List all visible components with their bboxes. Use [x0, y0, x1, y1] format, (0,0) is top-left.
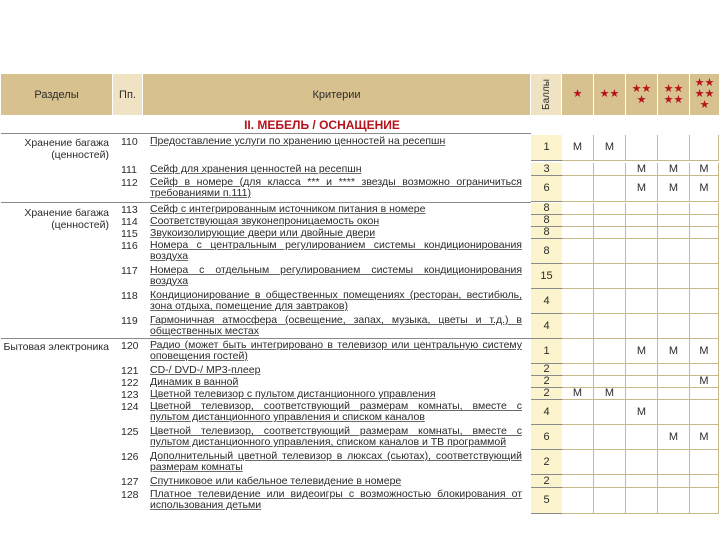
row-criterion-text: Соответствующая звуконепроницаемость окон [150, 215, 380, 227]
header-sections-label: Разделы [34, 88, 79, 101]
table-row [1, 314, 719, 339]
row-points: 1 [531, 339, 562, 364]
row-number: 126 [121, 451, 139, 463]
row-criterion [148, 376, 526, 388]
row-mark-2 [594, 475, 626, 488]
row-mark-2 [594, 488, 626, 514]
row-mark-5: M [690, 376, 719, 388]
row-points: 8 [531, 203, 562, 215]
row-points: 8 [531, 239, 562, 264]
row-mark-4 [658, 376, 690, 388]
header-3-star [626, 74, 658, 115]
row-criterion-text: Номера с центральным регулированием системы кондиционирования воздуха [150, 239, 522, 262]
table-row [1, 227, 719, 239]
row-mark-3 [626, 376, 658, 388]
row-points: 4 [531, 314, 562, 339]
row-criterion [148, 163, 526, 176]
row-points: 2 [531, 450, 562, 475]
row-mark-1 [562, 227, 594, 239]
row-criterion-text: Цветной телевизор с пультом дистанционного управления [150, 388, 436, 400]
row-number: 125 [121, 426, 139, 438]
row-mark-4 [658, 314, 690, 339]
row-points: 2 [531, 376, 562, 388]
row-mark-2 [594, 227, 626, 239]
row-mark-1 [562, 339, 594, 364]
row-mark-2 [594, 339, 626, 364]
row-number: 116 [121, 240, 138, 252]
table-row [1, 400, 719, 425]
row-mark-5 [690, 450, 719, 475]
row-mark-3: M [626, 163, 658, 176]
table-row [1, 450, 719, 475]
row-number: 122 [121, 377, 139, 389]
row-mark-4 [658, 239, 690, 264]
row-criterion [148, 135, 526, 161]
row-mark-5 [690, 475, 719, 488]
row-mark-5 [690, 215, 719, 227]
row-points: 15 [531, 264, 562, 289]
row-mark-4 [658, 450, 690, 475]
row-mark-5 [690, 314, 719, 339]
row-mark-2 [594, 400, 626, 425]
row-points: 8 [531, 227, 562, 239]
row-mark-4: M [658, 176, 690, 202]
row-number: 119 [121, 315, 138, 327]
row-mark-4: M [658, 163, 690, 176]
row-mark-2 [594, 163, 626, 176]
row-mark-3 [626, 450, 658, 475]
row-mark-2 [594, 289, 626, 314]
row-mark-3 [626, 203, 658, 215]
row-mark-4 [658, 264, 690, 289]
row-criterion [148, 339, 526, 364]
row-criterion [148, 364, 526, 376]
row-mark-4: M [658, 339, 690, 364]
row-criterion-text: Гармоничная атмосфера (освещение, запах, музыка, цветы и т.д.) в общественных местах [150, 314, 522, 337]
row-criterion [148, 475, 526, 488]
row-mark-2 [594, 425, 626, 450]
row-criterion [148, 450, 526, 475]
row-mark-2 [594, 176, 626, 202]
row-points: 2 [531, 475, 562, 488]
table-row [1, 289, 719, 314]
row-points: 5 [531, 488, 562, 514]
row-mark-5 [690, 400, 719, 425]
row-mark-5: M [690, 163, 719, 176]
row-criterion-text: Дополнительный цветной телевизор в люксах (сьютах), соответствующий размерам комнаты [150, 450, 522, 473]
row-mark-5 [690, 388, 719, 400]
row-criterion-text: Сейф для хранения ценностей на ресепшн [150, 163, 362, 175]
row-mark-1 [562, 239, 594, 264]
table-row [1, 176, 719, 202]
row-criterion-text: Радио (может быть интегрировано в телевизор или центральную систему оповещения гостей) [150, 339, 522, 362]
row-number: 112 [121, 177, 138, 189]
row-points: 4 [531, 289, 562, 314]
row-mark-3: M [626, 400, 658, 425]
star-icon: ★ [636, 93, 647, 106]
table-row [1, 488, 719, 514]
row-number: 121 [121, 365, 139, 377]
header-points-label: Баллы [540, 79, 552, 110]
row-mark-3 [626, 239, 658, 264]
row-criterion [148, 400, 526, 425]
row-number: 128 [121, 489, 139, 501]
row-criterion [148, 289, 526, 314]
group-label: Хранение багажа (ценностей) [24, 207, 109, 231]
row-mark-1 [562, 203, 594, 215]
header-pp [113, 74, 143, 115]
header-pp-label: Пп. [119, 88, 136, 101]
row-mark-3 [626, 215, 658, 227]
header-points [531, 74, 562, 115]
row-mark-3 [626, 488, 658, 514]
row-mark-1 [562, 425, 594, 450]
table-row [1, 203, 719, 215]
row-mark-1 [562, 475, 594, 488]
row-criterion [148, 488, 526, 514]
row-mark-4 [658, 135, 690, 161]
criteria-table [1, 74, 719, 515]
row-mark-1 [562, 400, 594, 425]
row-criterion-text: Цветной телевизор, соответствующий размерам комнаты, вместе с пультом дистанционного управления, списком каналов и ТВ программой [150, 425, 522, 448]
row-criterion [148, 314, 526, 339]
row-criterion-text: Цветной телевизор, соответствующий размерам комнаты, вместе с пультом дистанционного управления и списком каналов [150, 400, 522, 423]
row-criterion-text: Предоставление услуги по хранению ценностей на ресепшн [150, 135, 446, 147]
row-criterion [148, 425, 526, 450]
table-row [1, 135, 719, 161]
row-number: 117 [121, 265, 138, 277]
row-points: 2 [531, 364, 562, 376]
row-mark-2 [594, 215, 626, 227]
row-mark-3 [626, 425, 658, 450]
row-mark-2 [594, 239, 626, 264]
star-icon: ★★ [631, 82, 652, 95]
row-number: 115 [121, 228, 138, 240]
row-mark-4 [658, 475, 690, 488]
row-mark-4 [658, 215, 690, 227]
row-points: 6 [531, 425, 562, 450]
row-mark-3 [626, 227, 658, 239]
row-criterion-text: Звукоизолирующие двери или двойные двери [150, 227, 376, 239]
row-mark-1 [562, 176, 594, 202]
group-label: Хранение багажа (ценностей) [24, 137, 109, 161]
star-icon: ★★ [599, 88, 620, 100]
row-criterion [148, 215, 526, 227]
row-mark-5 [690, 203, 719, 215]
header-2-star [594, 74, 626, 115]
row-mark-5: M [690, 176, 719, 202]
row-criterion-text: Номера с отдельным регулированием системы кондиционирования воздуха [150, 264, 522, 287]
header-criteria-label: Критерии [312, 88, 361, 101]
row-mark-1 [562, 163, 594, 176]
row-mark-3 [626, 289, 658, 314]
row-criterion [148, 388, 526, 400]
row-mark-5 [690, 135, 719, 161]
table-row [1, 163, 719, 176]
row-mark-2 [594, 314, 626, 339]
row-mark-3 [626, 364, 658, 376]
row-mark-5 [690, 289, 719, 314]
header-criteria [143, 74, 531, 115]
row-mark-1 [562, 215, 594, 227]
row-mark-2: M [594, 388, 626, 400]
header-5-star [690, 74, 719, 115]
star-icon: ★★ [694, 77, 715, 89]
row-mark-1 [562, 364, 594, 376]
row-mark-3: M [626, 339, 658, 364]
section-title: II. МЕБЕЛЬ / ОСНАЩЕНИЕ [244, 118, 400, 132]
row-criterion [148, 239, 526, 264]
row-criterion [148, 203, 526, 215]
row-mark-1: M [562, 135, 594, 161]
row-mark-2 [594, 264, 626, 289]
star-icon: ★ [572, 88, 583, 100]
star-icon: ★★ ★ [694, 88, 715, 111]
row-points: 3 [531, 163, 562, 176]
row-criterion-text: Динамик в ванной [150, 376, 239, 388]
row-mark-1 [562, 450, 594, 475]
row-criterion-text: Сейф в номере (для класса *** и **** звезды возможно ограничиться требованиями п.111) [150, 176, 522, 199]
row-mark-4 [658, 227, 690, 239]
row-number: 127 [121, 476, 139, 488]
row-points: 6 [531, 176, 562, 202]
row-number: 114 [121, 216, 138, 228]
row-number: 111 [121, 164, 137, 176]
table-row [1, 364, 719, 376]
row-number: 123 [121, 389, 139, 401]
row-mark-4 [658, 400, 690, 425]
table-row [1, 339, 719, 364]
row-mark-4 [658, 488, 690, 514]
row-mark-4: M [658, 425, 690, 450]
row-mark-1 [562, 289, 594, 314]
row-criterion-text: Сейф с интегрированным источником питания в номере [150, 203, 426, 215]
row-criterion-text: CD-/ DVD-/ MP3-плеер [150, 364, 261, 376]
row-mark-5: M [690, 339, 719, 364]
row-mark-3 [626, 264, 658, 289]
row-mark-4 [658, 364, 690, 376]
row-criterion-text: Платное телевидение или видеоигры с возможностью блокирования от использования детьми [150, 488, 522, 511]
row-mark-2 [594, 364, 626, 376]
table-row [1, 425, 719, 450]
row-number: 120 [121, 340, 139, 352]
row-mark-2: M [594, 135, 626, 161]
star-icon: ★★ [663, 93, 684, 106]
row-mark-1 [562, 264, 594, 289]
row-mark-5 [690, 227, 719, 239]
row-mark-3: M [626, 176, 658, 202]
star-icon: ★★ [663, 82, 684, 95]
row-mark-5: M [690, 425, 719, 450]
row-points: 4 [531, 400, 562, 425]
row-criterion [148, 264, 526, 289]
row-criterion [148, 227, 526, 239]
row-number: 113 [121, 204, 138, 216]
row-mark-3 [626, 314, 658, 339]
row-number: 118 [121, 290, 138, 302]
row-mark-4 [658, 388, 690, 400]
row-mark-4 [658, 203, 690, 215]
group-label: Бытовая электроника [3, 341, 109, 353]
table-row [1, 264, 719, 289]
row-mark-5 [690, 488, 719, 514]
row-mark-3 [626, 388, 658, 400]
row-mark-4 [658, 289, 690, 314]
row-criterion-text: Кондиционирование в общественных помещениях (ресторан, вестибюль, зона отдыха, помещение для завтраков) [150, 289, 522, 312]
row-mark-1 [562, 488, 594, 514]
header-sections [1, 74, 113, 115]
row-points: 2 [531, 388, 562, 400]
table-row [1, 239, 719, 264]
row-mark-3 [626, 475, 658, 488]
table-row [1, 388, 719, 400]
row-mark-2 [594, 203, 626, 215]
row-mark-3 [626, 135, 658, 161]
header-4-star [658, 74, 690, 115]
row-mark-2 [594, 450, 626, 475]
row-number: 124 [121, 401, 139, 413]
group-separator [1, 133, 531, 134]
row-points: 8 [531, 215, 562, 227]
row-points: 1 [531, 135, 562, 161]
row-mark-5 [690, 264, 719, 289]
table-row [1, 215, 719, 227]
row-criterion-text: Спутниковое или кабельное телевидение в номере [150, 475, 402, 487]
row-number: 110 [121, 136, 138, 148]
row-mark-5 [690, 239, 719, 264]
row-mark-1: M [562, 388, 594, 400]
row-mark-1 [562, 314, 594, 339]
table-row [1, 475, 719, 488]
row-criterion [148, 176, 526, 202]
header-1-star [562, 74, 594, 115]
